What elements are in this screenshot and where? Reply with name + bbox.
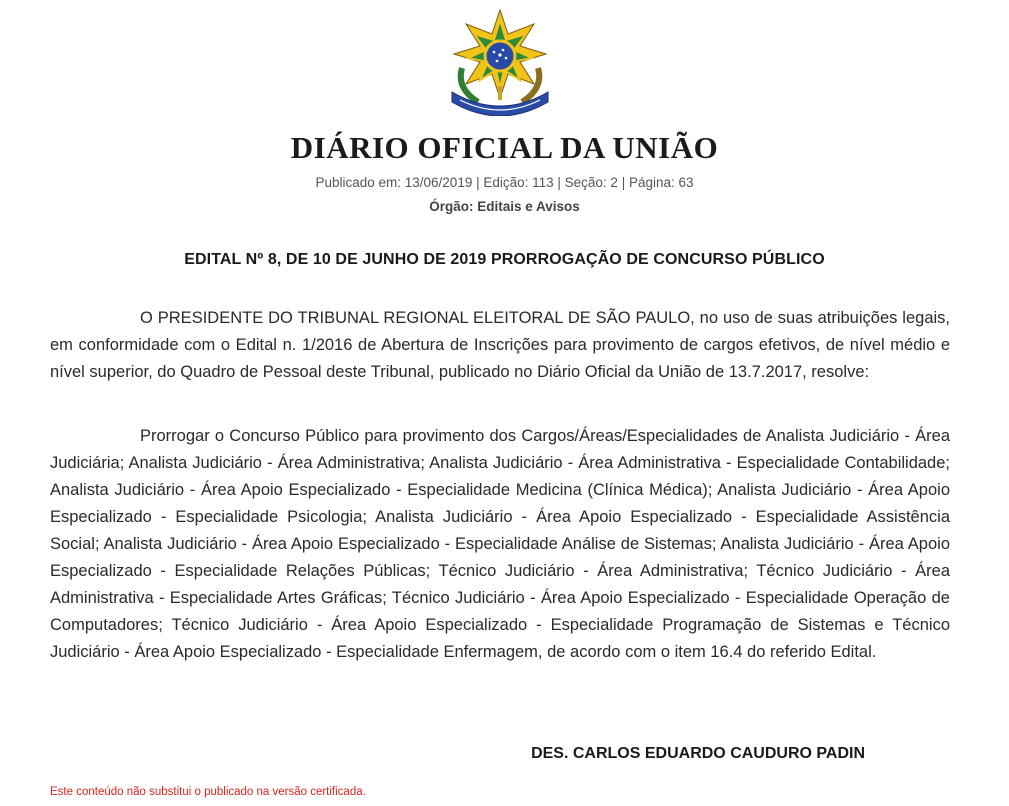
page-title: DIÁRIO OFICIAL DA UNIÃO <box>290 130 719 165</box>
publication-meta: Publicado em: 13/06/2019 | Edição: 113 | Seção: 2 | Página: 63 <box>315 175 694 190</box>
emblem-disc-star <box>498 53 501 56</box>
emblem-sword <box>498 86 502 100</box>
emblem-disc-star <box>493 51 496 54</box>
document-title: EDITAL Nº 8, DE 10 DE JUNHO DE 2019 PRORROGAÇÃO DE CONCURSO PÚBLICO <box>184 251 825 268</box>
emblem-disc-star <box>502 49 505 52</box>
disclaimer-note: Este conteúdo não substitui o publicado na versão certificada. <box>50 786 366 798</box>
orgao-label: Órgão: <box>429 199 474 214</box>
emblem-disc-star <box>505 57 508 60</box>
orgao-line <box>0 199 1009 214</box>
emblem-disc-star <box>496 60 499 63</box>
signature: DES. CARLOS EDUARDO CAUDURO PADIN <box>531 745 865 762</box>
document-paragraph: O PRESIDENTE DO TRIBUNAL REGIONAL ELEITORAL DE SÃO PAULO, no uso de suas atribuições legais, em conformidade com o Edital n. 1/2016 de Abertura de Inscrições para provimento de cargos efetivos, de nível médio e nível superior, do Quadro de Pessoal deste Tribunal, publicado no Diário Oficial da União de 13.7.2017, resolve: <box>50 309 950 381</box>
document-paragraph: Prorrogar o Concurso Público para provimento dos Cargos/Áreas/Especialidades de Analista Judiciário - Área Judiciária; Analista Judiciário - Área Administrativa; Analista Judiciário - Área Administrativa - Especialidade Contabilidade; Analista Judiciário - Área Apoio Especializado - Especialidade Medicina (Clínica Médica); Analista Judiciário - Área Apoio Especializado - Especialidade Psicologia; Analista Judiciário - Área Apoio Especializado - Especialidade Assistência Social; Analista Judiciário - Área Apoio Especializado - Especialidade Análise de Sistemas; Analista Judiciário - Área Apoio Especializado - Especialidade Relações Públicas; Técnico Judiciário - Área Administrativa; Técnico Judiciário - Área Administrativa - Especialidade Artes Gráficas; Técnico Judiciário - Área Apoio Especializado - Especialidade Operação de Computadores; Técnico Judiciário - Área Apoio Especializado - Especialidade Programação de Sistemas e Técnico Judiciário - Área Apoio Especializado - Especialidade Enfermagem, de acordo com o item 16.4 do referido Edital. <box>50 427 950 661</box>
brazil-coat-of-arms-emblem <box>448 8 552 116</box>
orgao-value: Editais e Avisos <box>477 199 580 214</box>
